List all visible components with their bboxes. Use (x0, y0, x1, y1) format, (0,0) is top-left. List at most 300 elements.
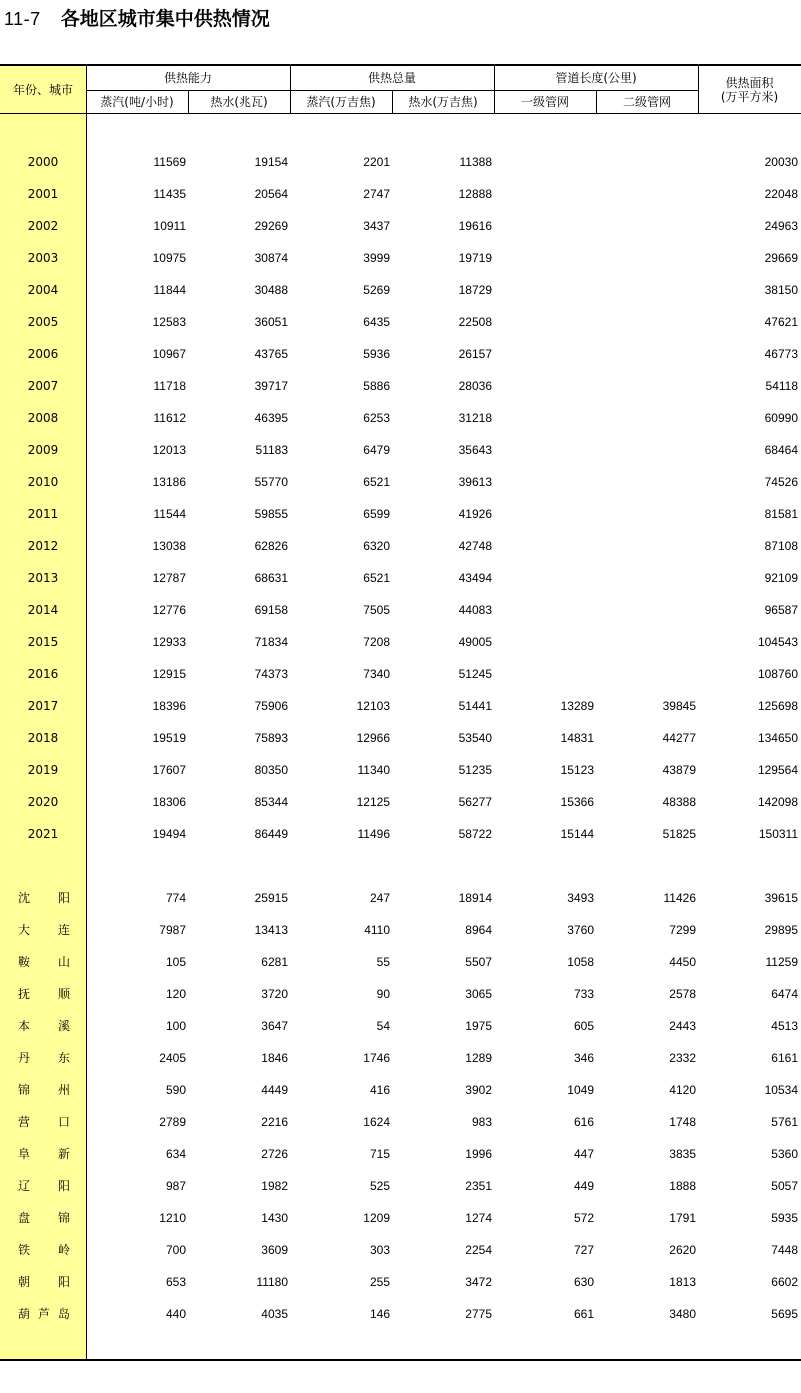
city-label: 朝阳 (18, 1275, 70, 1289)
cell-steam-total: 255 (369, 1275, 390, 1289)
cell-pipe1: 447 (573, 1147, 594, 1161)
cell-pipe2: 3835 (669, 1147, 696, 1161)
cell-hot-total: 8964 (465, 923, 492, 937)
cell-steam-cap: 120 (165, 987, 186, 1001)
year-row (0, 792, 801, 812)
table-title: 各地区城市集中供热情况 (60, 8, 270, 30)
cell-pipe1: 15123 (560, 763, 594, 777)
cell-pipe2: 51825 (662, 827, 696, 841)
cell-steam-cap: 12776 (152, 603, 186, 617)
year-row (0, 664, 801, 684)
cell-pipe1: 1058 (567, 955, 594, 969)
city-row (0, 1176, 801, 1196)
year-row (0, 760, 801, 780)
cell-pipe2: 11426 (663, 891, 696, 905)
cell-hot-cap: 85344 (254, 795, 288, 809)
cell-pipe2: 3480 (669, 1307, 696, 1321)
cell-pipe2: 2620 (669, 1243, 696, 1257)
cell-hot-total: 19616 (458, 219, 492, 233)
cell-steam-total: 303 (369, 1243, 390, 1257)
year-label: 2000 (27, 155, 59, 169)
cell-pipe1: 727 (573, 1243, 594, 1257)
cell-area: 54118 (765, 379, 798, 393)
cell-steam-cap: 10967 (152, 347, 186, 361)
year-row (0, 728, 801, 748)
cell-hot-cap: 19154 (254, 155, 288, 169)
cell-steam-total: 12125 (356, 795, 390, 809)
year-label: 2015 (27, 635, 59, 649)
city-label: 本溪 (18, 1019, 70, 1033)
cell-steam-cap: 590 (165, 1083, 186, 1097)
cell-hot-total: 43494 (458, 571, 492, 585)
cell-steam-total: 11340 (357, 763, 390, 777)
cell-steam-total: 1746 (363, 1051, 390, 1065)
year-label: 2001 (27, 187, 59, 201)
cell-hot-total: 3472 (465, 1275, 492, 1289)
city-row (0, 920, 801, 940)
cell-area: 4513 (771, 1019, 798, 1033)
header-primary-pipe: 一级管网 (520, 94, 569, 109)
cell-steam-cap: 440 (165, 1307, 186, 1321)
year-label: 2020 (27, 795, 59, 809)
cell-hot-cap: 86449 (254, 827, 288, 841)
cell-hot-cap: 4035 (261, 1307, 288, 1321)
year-row (0, 440, 801, 460)
cell-pipe2: 1813 (669, 1275, 696, 1289)
cell-steam-total: 4110 (364, 923, 390, 937)
cell-hot-cap: 11180 (256, 1275, 288, 1289)
cell-steam-total: 12966 (356, 731, 390, 745)
cell-steam-cap: 11544 (153, 507, 186, 521)
cell-hot-cap: 75906 (254, 699, 288, 713)
cell-pipe1: 346 (573, 1051, 594, 1065)
city-row (0, 984, 801, 1004)
cell-steam-cap: 10911 (153, 219, 186, 233)
cell-hot-cap: 30488 (254, 283, 288, 297)
cell-steam-total: 54 (376, 1019, 390, 1033)
cell-hot-cap: 75893 (254, 731, 288, 745)
cell-hot-total: 2351 (465, 1179, 492, 1193)
cell-steam-cap: 19519 (152, 731, 186, 745)
year-label: 2007 (27, 379, 59, 393)
cell-area: 5935 (771, 1211, 798, 1225)
city-row (0, 952, 801, 972)
year-row (0, 216, 801, 236)
cell-pipe1: 14831 (560, 731, 594, 745)
cell-pipe2: 43879 (662, 763, 696, 777)
header-secondary-pipe: 二级管网 (622, 94, 671, 109)
city-label: 辽阳 (18, 1179, 70, 1193)
cell-area: 125698 (757, 699, 798, 713)
year-label: 2018 (27, 731, 59, 745)
cell-pipe2: 7299 (669, 923, 696, 937)
cell-hot-total: 41926 (458, 507, 492, 521)
cell-area: 96587 (764, 603, 798, 617)
year-label: 2002 (27, 219, 59, 233)
cell-hot-total: 3065 (465, 987, 492, 1001)
cell-hot-total: 1996 (465, 1147, 492, 1161)
cell-hot-cap: 74373 (254, 667, 288, 681)
cell-hot-cap: 39717 (254, 379, 288, 393)
cell-steam-total: 7340 (363, 667, 390, 681)
header-group-capacity: 供热能力 (163, 71, 212, 85)
cell-hot-total: 42748 (458, 539, 492, 553)
cell-steam-cap: 12915 (152, 667, 186, 681)
cell-area: 29669 (764, 251, 798, 265)
cell-hot-cap: 2726 (261, 1147, 288, 1161)
cell-hot-total: 51235 (458, 763, 492, 777)
cell-hot-total: 51441 (458, 699, 492, 713)
page-title (4, 6, 270, 32)
cell-hot-cap: 55770 (254, 475, 288, 489)
cell-area: 134650 (757, 731, 798, 745)
cell-pipe1: 3760 (567, 923, 594, 937)
city-label: 鞍山 (18, 955, 70, 969)
cell-area: 74526 (764, 475, 798, 489)
cell-area: 81581 (764, 507, 798, 521)
cell-hot-cap: 1430 (261, 1211, 288, 1225)
cell-hot-total: 51245 (458, 667, 492, 681)
cell-hot-cap: 59855 (254, 507, 288, 521)
year-row (0, 376, 801, 396)
cell-pipe2: 1888 (669, 1179, 696, 1193)
cell-steam-total: 525 (369, 1179, 390, 1193)
cell-pipe2: 48388 (662, 795, 696, 809)
cell-area: 5360 (771, 1147, 798, 1161)
city-label: 铁岭 (18, 1243, 70, 1257)
cell-hot-cap: 43765 (254, 347, 288, 361)
cell-hot-total: 44083 (458, 603, 492, 617)
cell-steam-cap: 700 (165, 1243, 186, 1257)
year-row (0, 280, 801, 300)
city-label: 阜新 (18, 1147, 70, 1161)
year-row (0, 408, 801, 428)
year-label: 2008 (27, 411, 59, 425)
cell-steam-total: 3437 (363, 219, 390, 233)
year-row (0, 184, 801, 204)
city-row (0, 1144, 801, 1164)
cell-hot-cap: 2216 (261, 1115, 288, 1129)
year-row (0, 344, 801, 364)
year-label: 2017 (27, 699, 59, 713)
cell-area: 6474 (771, 987, 798, 1001)
cell-hot-cap: 69158 (254, 603, 288, 617)
year-label: 2011 (27, 507, 59, 521)
cell-steam-total: 1624 (363, 1115, 390, 1129)
cell-hot-cap: 25915 (254, 891, 288, 905)
cell-hot-cap: 30874 (254, 251, 288, 265)
cell-steam-total: 3999 (363, 251, 390, 265)
cell-hot-cap: 4449 (261, 1083, 288, 1097)
cell-steam-cap: 11612 (153, 411, 186, 425)
cell-steam-cap: 105 (165, 955, 186, 969)
cell-hot-total: 22508 (458, 315, 492, 329)
cell-pipe2: 1791 (669, 1211, 696, 1225)
cell-steam-cap: 7987 (159, 923, 186, 937)
year-label: 2010 (27, 475, 59, 489)
year-label: 2003 (27, 251, 59, 265)
cell-pipe2: 2578 (669, 987, 696, 1001)
cell-steam-total: 6521 (363, 475, 390, 489)
cell-steam-cap: 12583 (152, 315, 186, 329)
cell-pipe1: 15366 (560, 795, 594, 809)
cell-steam-cap: 13186 (152, 475, 186, 489)
cell-steam-total: 7505 (363, 603, 390, 617)
header-bottom-border (0, 113, 801, 114)
cell-steam-cap: 10975 (152, 251, 186, 265)
cell-steam-cap: 653 (165, 1275, 186, 1289)
cell-steam-cap: 1210 (159, 1211, 186, 1225)
cell-area: 5695 (771, 1307, 798, 1321)
city-label: 丹东 (18, 1051, 70, 1065)
header-area: 供热面积 (万平方米) (720, 75, 779, 104)
data-table (0, 64, 801, 1361)
cell-hot-total: 5507 (465, 955, 492, 969)
cell-hot-cap: 68631 (254, 571, 288, 585)
city-label: 盘锦 (18, 1211, 70, 1225)
cell-hot-total: 3902 (465, 1083, 492, 1097)
year-label: 2021 (27, 827, 59, 841)
cell-hot-total: 31218 (458, 411, 492, 425)
cell-steam-cap: 11435 (153, 187, 186, 201)
year-row (0, 600, 801, 620)
cell-area: 38150 (764, 283, 798, 297)
cell-steam-total: 6435 (363, 315, 390, 329)
cell-hot-total: 35643 (458, 443, 492, 457)
cell-hot-total: 53540 (458, 731, 492, 745)
cell-steam-cap: 12787 (152, 571, 186, 585)
cell-hot-total: 49005 (458, 635, 492, 649)
cell-pipe1: 15144 (560, 827, 594, 841)
year-row (0, 632, 801, 652)
cell-area: 6602 (771, 1275, 798, 1289)
city-row (0, 1304, 801, 1324)
cell-hot-cap: 46395 (254, 411, 288, 425)
city-row (0, 1208, 801, 1228)
cell-steam-total: 416 (369, 1083, 390, 1097)
cell-hot-cap: 29269 (254, 219, 288, 233)
cell-steam-cap: 100 (165, 1019, 186, 1033)
header-hotwater-total: 热水(万吉焦) (408, 94, 478, 109)
cell-steam-total: 5886 (363, 379, 390, 393)
cell-steam-cap: 12933 (152, 635, 186, 649)
cell-hot-cap: 51183 (255, 443, 288, 457)
cell-steam-total: 146 (369, 1307, 390, 1321)
cell-steam-total: 55 (376, 955, 390, 969)
header-steam-capacity: 蒸汽(吨/小时) (100, 94, 174, 109)
cell-hot-cap: 36051 (254, 315, 288, 329)
cell-hot-total: 2254 (465, 1243, 492, 1257)
year-row (0, 472, 801, 492)
year-row (0, 568, 801, 588)
cell-steam-total: 7208 (363, 635, 390, 649)
cell-hot-total: 983 (471, 1115, 492, 1129)
cell-steam-total: 11496 (357, 827, 390, 841)
cell-area: 142098 (757, 795, 798, 809)
cell-pipe2: 2443 (669, 1019, 696, 1033)
cell-pipe1: 661 (573, 1307, 594, 1321)
table-number: 11-7 (4, 9, 41, 29)
cell-area: 150311 (758, 827, 798, 841)
year-row (0, 312, 801, 332)
cell-steam-cap: 2405 (159, 1051, 186, 1065)
cell-area: 24963 (764, 219, 798, 233)
cell-hot-total: 58722 (458, 827, 492, 841)
cell-pipe2: 1748 (669, 1115, 696, 1129)
cell-hot-cap: 1982 (261, 1179, 288, 1193)
cell-area: 129564 (757, 763, 798, 777)
cell-hot-total: 1975 (465, 1019, 492, 1033)
cell-hot-cap: 3609 (261, 1243, 288, 1257)
year-row (0, 504, 801, 524)
year-row (0, 696, 801, 716)
cell-steam-cap: 17607 (152, 763, 186, 777)
city-label: 锦州 (18, 1083, 70, 1097)
cell-steam-total: 5936 (363, 347, 390, 361)
cell-pipe1: 572 (573, 1211, 594, 1225)
cell-steam-cap: 11844 (153, 283, 186, 297)
cell-pipe1: 630 (573, 1275, 594, 1289)
cell-hot-cap: 71834 (254, 635, 288, 649)
cell-area: 39615 (764, 891, 798, 905)
cell-hot-total: 39613 (458, 475, 492, 489)
city-row (0, 1240, 801, 1260)
cell-hot-total: 1274 (465, 1211, 492, 1225)
city-row (0, 1112, 801, 1132)
cell-hot-total: 28036 (458, 379, 492, 393)
year-label: 2004 (27, 283, 59, 297)
header-hotwater-capacity: 热水(兆瓦) (210, 94, 268, 109)
cell-area: 46773 (764, 347, 798, 361)
cell-area: 104543 (757, 635, 798, 649)
cell-pipe1: 616 (573, 1115, 594, 1129)
cell-pipe1: 3493 (567, 891, 594, 905)
cell-area: 10534 (764, 1083, 798, 1097)
city-row (0, 1016, 801, 1036)
cell-hot-total: 18729 (458, 283, 492, 297)
cell-hot-cap: 62826 (254, 539, 288, 553)
header-steam-total: 蒸汽(万吉焦) (306, 94, 376, 109)
cell-steam-total: 90 (376, 987, 390, 1001)
cell-pipe1: 13289 (560, 699, 594, 713)
cell-steam-cap: 13038 (152, 539, 186, 553)
year-label: 2014 (27, 603, 59, 617)
cell-hot-total: 2775 (465, 1307, 492, 1321)
cell-area: 92109 (764, 571, 798, 585)
cell-steam-total: 6479 (363, 443, 390, 457)
year-label: 2019 (27, 763, 59, 777)
year-label: 2016 (27, 667, 59, 681)
cell-hot-cap: 3720 (261, 987, 288, 1001)
cell-area: 87108 (764, 539, 798, 553)
cell-hot-total: 18914 (458, 891, 492, 905)
cell-steam-cap: 987 (165, 1179, 186, 1193)
city-row (0, 1272, 801, 1292)
cell-area: 20030 (764, 155, 798, 169)
cell-steam-total: 2201 (363, 155, 390, 169)
cell-area: 22048 (764, 187, 798, 201)
cell-pipe1: 1049 (567, 1083, 594, 1097)
cell-area: 29895 (764, 923, 798, 937)
year-label: 2006 (27, 347, 59, 361)
cell-steam-total: 247 (369, 891, 390, 905)
cell-hot-cap: 80350 (254, 763, 288, 777)
cell-steam-cap: 18306 (152, 795, 186, 809)
cell-area: 7448 (771, 1243, 798, 1257)
city-row (0, 1048, 801, 1068)
cell-hot-total: 12888 (458, 187, 492, 201)
cell-hot-total: 1289 (465, 1051, 492, 1065)
cell-pipe1: 605 (573, 1019, 594, 1033)
cell-pipe2: 44277 (662, 731, 696, 745)
cell-steam-total: 6320 (363, 539, 390, 553)
cell-steam-cap: 18396 (152, 699, 186, 713)
cell-steam-total: 5269 (363, 283, 390, 297)
cell-area: 6161 (771, 1051, 798, 1065)
cell-steam-total: 6253 (363, 411, 390, 425)
city-label: 大连 (18, 923, 70, 937)
cell-steam-total: 6599 (363, 507, 390, 521)
year-row (0, 536, 801, 556)
cell-pipe2: 4450 (669, 955, 696, 969)
cell-steam-cap: 11718 (153, 379, 186, 393)
cell-area: 5057 (771, 1179, 798, 1193)
cell-hot-cap: 6281 (261, 955, 288, 969)
cell-steam-cap: 11569 (153, 155, 186, 169)
cell-area: 60990 (764, 411, 798, 425)
cell-area: 11259 (765, 955, 798, 969)
cell-steam-cap: 12013 (152, 443, 186, 457)
cell-pipe2: 4120 (669, 1083, 696, 1097)
year-label: 2005 (27, 315, 59, 329)
cell-steam-total: 2747 (363, 187, 390, 201)
cell-pipe2: 39845 (662, 699, 696, 713)
cell-area: 47621 (764, 315, 798, 329)
header-group-total: 供热总量 (367, 71, 416, 85)
cell-steam-total: 1209 (363, 1211, 390, 1225)
city-label: 抚顺 (18, 987, 70, 1001)
cell-area: 108760 (757, 667, 798, 681)
year-label: 2013 (27, 571, 59, 585)
cell-area: 5761 (771, 1115, 798, 1129)
city-label: 葫芦岛 (18, 1307, 70, 1321)
cell-pipe1: 733 (573, 987, 594, 1001)
city-label: 营口 (18, 1115, 70, 1129)
city-row (0, 1080, 801, 1100)
header-group-pipe: 管道长度(公里) (555, 71, 637, 85)
cell-steam-total: 715 (369, 1147, 390, 1161)
year-row (0, 248, 801, 268)
cell-area: 68464 (764, 443, 798, 457)
cell-steam-cap: 634 (165, 1147, 186, 1161)
cell-hot-cap: 13413 (254, 923, 288, 937)
year-label: 2009 (27, 443, 59, 457)
city-row (0, 888, 801, 908)
cell-pipe2: 2332 (669, 1051, 696, 1065)
header-row-label: 年份、城市 (12, 82, 73, 97)
cell-steam-cap: 2789 (159, 1115, 186, 1129)
cell-hot-total: 26157 (458, 347, 492, 361)
cell-pipe1: 449 (573, 1179, 594, 1193)
year-label: 2012 (27, 539, 59, 553)
cell-hot-total: 56277 (458, 795, 492, 809)
year-row (0, 824, 801, 844)
city-label: 沈阳 (18, 891, 70, 905)
cell-hot-cap: 1846 (261, 1051, 288, 1065)
cell-hot-total: 11388 (459, 155, 492, 169)
cell-steam-total: 6521 (363, 571, 390, 585)
cell-steam-total: 12103 (356, 699, 390, 713)
